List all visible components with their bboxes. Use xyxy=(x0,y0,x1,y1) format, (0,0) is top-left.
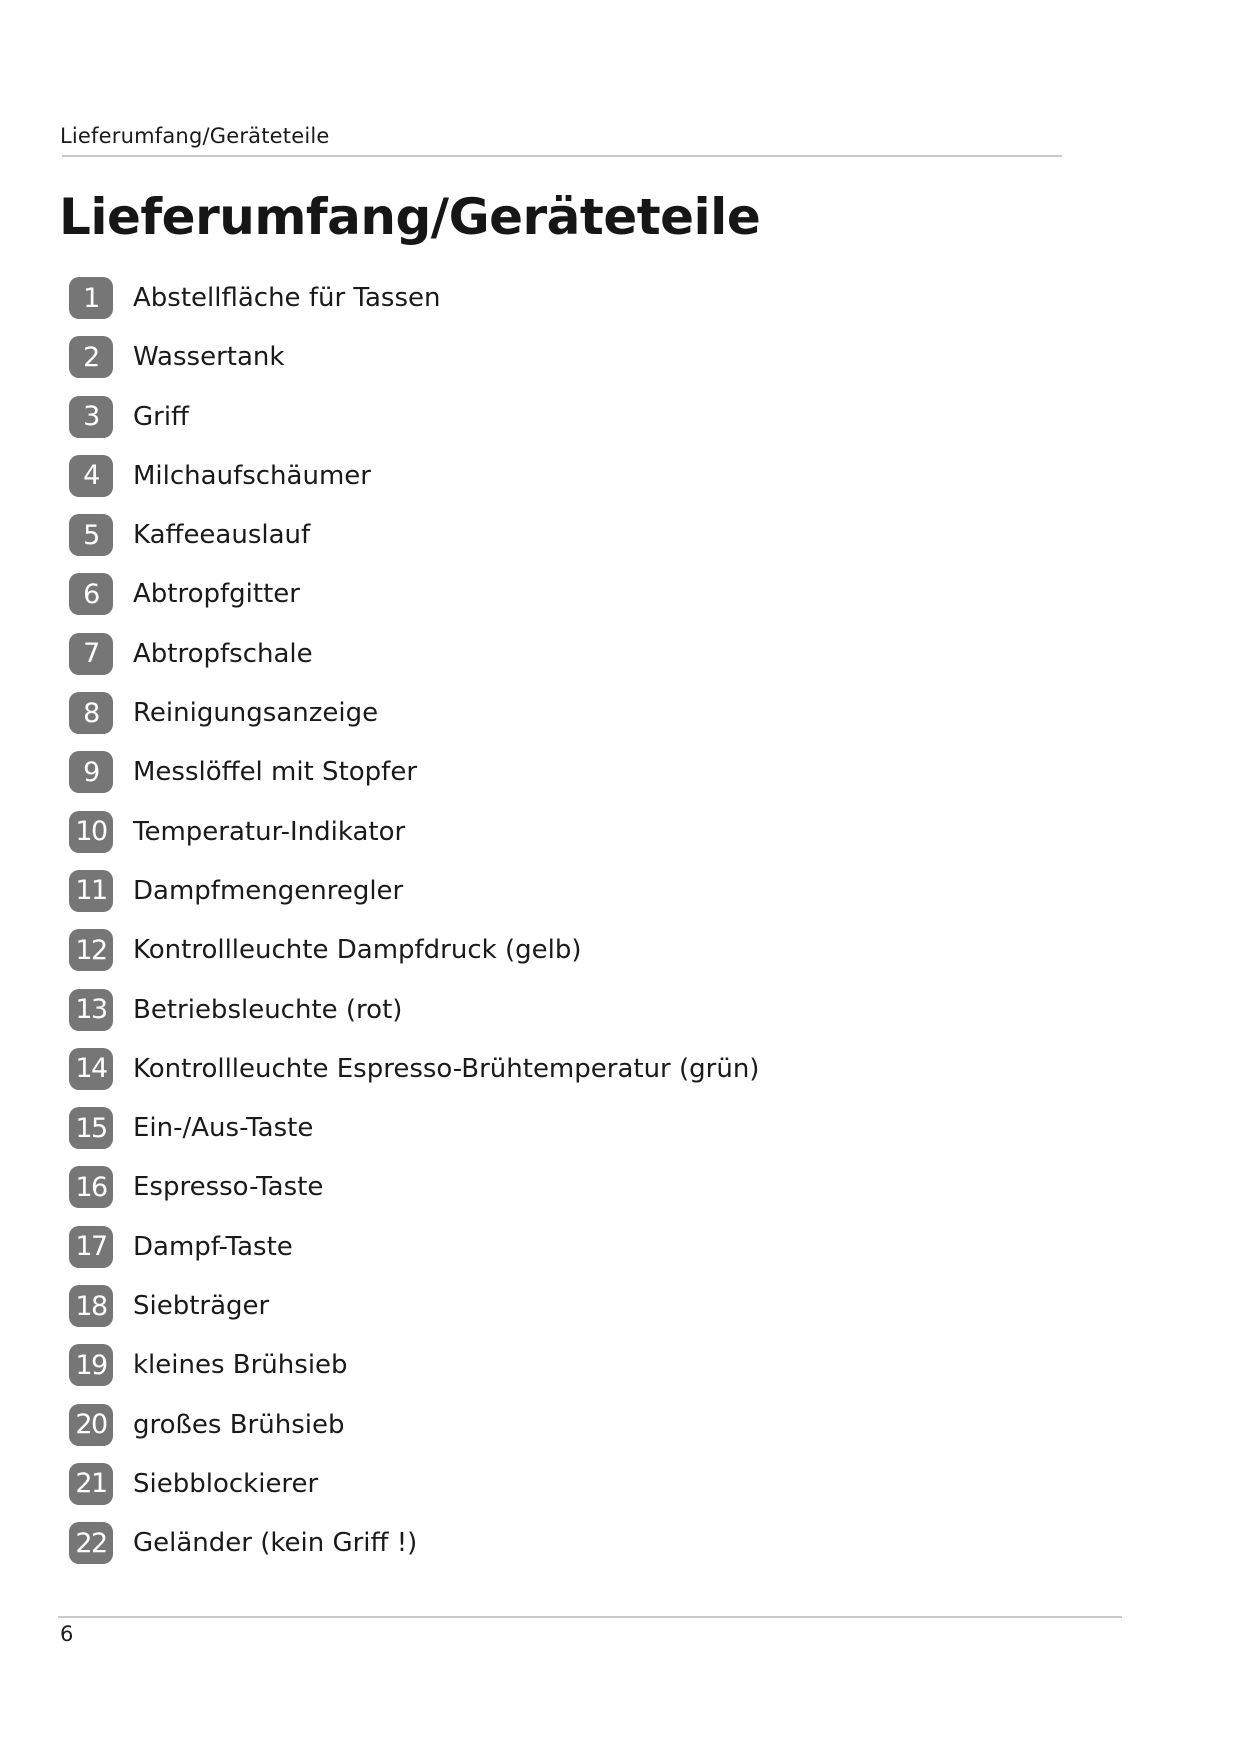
part-number-badge: 1 xyxy=(69,277,113,319)
list-item xyxy=(69,454,759,498)
part-label: Kontrollleuchte Espresso-Brühtemperatur (grün) xyxy=(133,1053,760,1084)
part-label: Kaffeeauslauf xyxy=(133,520,311,551)
part-number-badge: 17 xyxy=(69,1226,113,1268)
part-label: Temperatur-Indikator xyxy=(133,816,406,847)
part-number-badge: 15 xyxy=(69,1107,113,1149)
part-number-badge: 5 xyxy=(69,514,113,556)
list-item xyxy=(69,988,759,1032)
part-label: Dampf-Taste xyxy=(133,1231,293,1262)
list-item xyxy=(69,1165,759,1209)
part-number-badge: 10 xyxy=(69,811,113,853)
part-label: Dampfmengenregler xyxy=(133,875,404,906)
part-label: Betriebsleuchte (rot) xyxy=(133,994,403,1025)
part-label: Abstellfläche für Tassen xyxy=(133,283,441,313)
part-label: Reinigungsanzeige xyxy=(133,698,379,729)
part-number-badge: 22 xyxy=(69,1522,113,1564)
list-item xyxy=(69,928,759,972)
part-number-badge: 7 xyxy=(69,633,113,675)
list-item xyxy=(69,1225,759,1269)
list-item xyxy=(69,691,759,735)
header-divider xyxy=(62,155,1062,157)
parts-list xyxy=(69,276,759,1581)
part-number-badge: 2 xyxy=(69,336,113,378)
page-title: Lieferumfang/Geräteteile xyxy=(59,188,761,246)
part-label: Espresso-Taste xyxy=(133,1172,324,1203)
list-item xyxy=(69,632,759,676)
part-label: Siebblockierer xyxy=(133,1468,319,1499)
part-label: Milchaufschäumer xyxy=(133,460,371,491)
list-item xyxy=(69,1521,759,1565)
part-number-badge: 6 xyxy=(69,573,113,615)
part-number-badge: 9 xyxy=(69,751,113,793)
part-label: Wassertank xyxy=(133,342,285,373)
part-number-badge: 21 xyxy=(69,1463,113,1505)
list-item xyxy=(69,335,759,379)
list-item xyxy=(69,572,759,616)
part-number-badge: 4 xyxy=(69,455,113,497)
part-label: Siebträger xyxy=(133,1291,270,1322)
list-item xyxy=(69,1462,759,1506)
list-item xyxy=(69,276,759,320)
part-number-badge: 12 xyxy=(69,929,113,971)
part-number-badge: 14 xyxy=(69,1048,113,1090)
part-label: Griff xyxy=(133,401,189,432)
footer-divider xyxy=(58,1616,1122,1618)
list-item xyxy=(69,1403,759,1447)
list-item xyxy=(69,750,759,794)
list-item xyxy=(69,1343,759,1387)
list-item xyxy=(69,395,759,439)
part-number-badge: 13 xyxy=(69,989,113,1031)
part-label: kleines Brühsieb xyxy=(133,1350,348,1381)
running-header: Lieferumfang/Geräteteile xyxy=(60,124,330,148)
part-number-badge: 18 xyxy=(69,1285,113,1327)
list-item xyxy=(69,1284,759,1328)
list-item xyxy=(69,1106,759,1150)
part-label: großes Brühsieb xyxy=(133,1409,345,1440)
part-number-badge: 16 xyxy=(69,1166,113,1208)
part-label: Ein-/Aus-Taste xyxy=(133,1113,314,1144)
list-item xyxy=(69,513,759,557)
part-number-badge: 8 xyxy=(69,692,113,734)
page-number: 6 xyxy=(60,1622,74,1646)
list-item xyxy=(69,1047,759,1091)
list-item xyxy=(69,810,759,854)
part-number-badge: 3 xyxy=(69,396,113,438)
part-label: Abtropfgitter xyxy=(133,579,300,610)
part-number-badge: 11 xyxy=(69,870,113,912)
list-item xyxy=(69,869,759,913)
part-label: Abtropfschale xyxy=(133,638,313,669)
part-label: Messlöffel mit Stopfer xyxy=(133,757,418,788)
part-number-badge: 19 xyxy=(69,1344,113,1386)
part-number-badge: 20 xyxy=(69,1404,113,1446)
part-label: Geländer (kein Griff !) xyxy=(133,1528,418,1559)
part-label: Kontrollleuchte Dampfdruck (gelb) xyxy=(133,935,582,966)
